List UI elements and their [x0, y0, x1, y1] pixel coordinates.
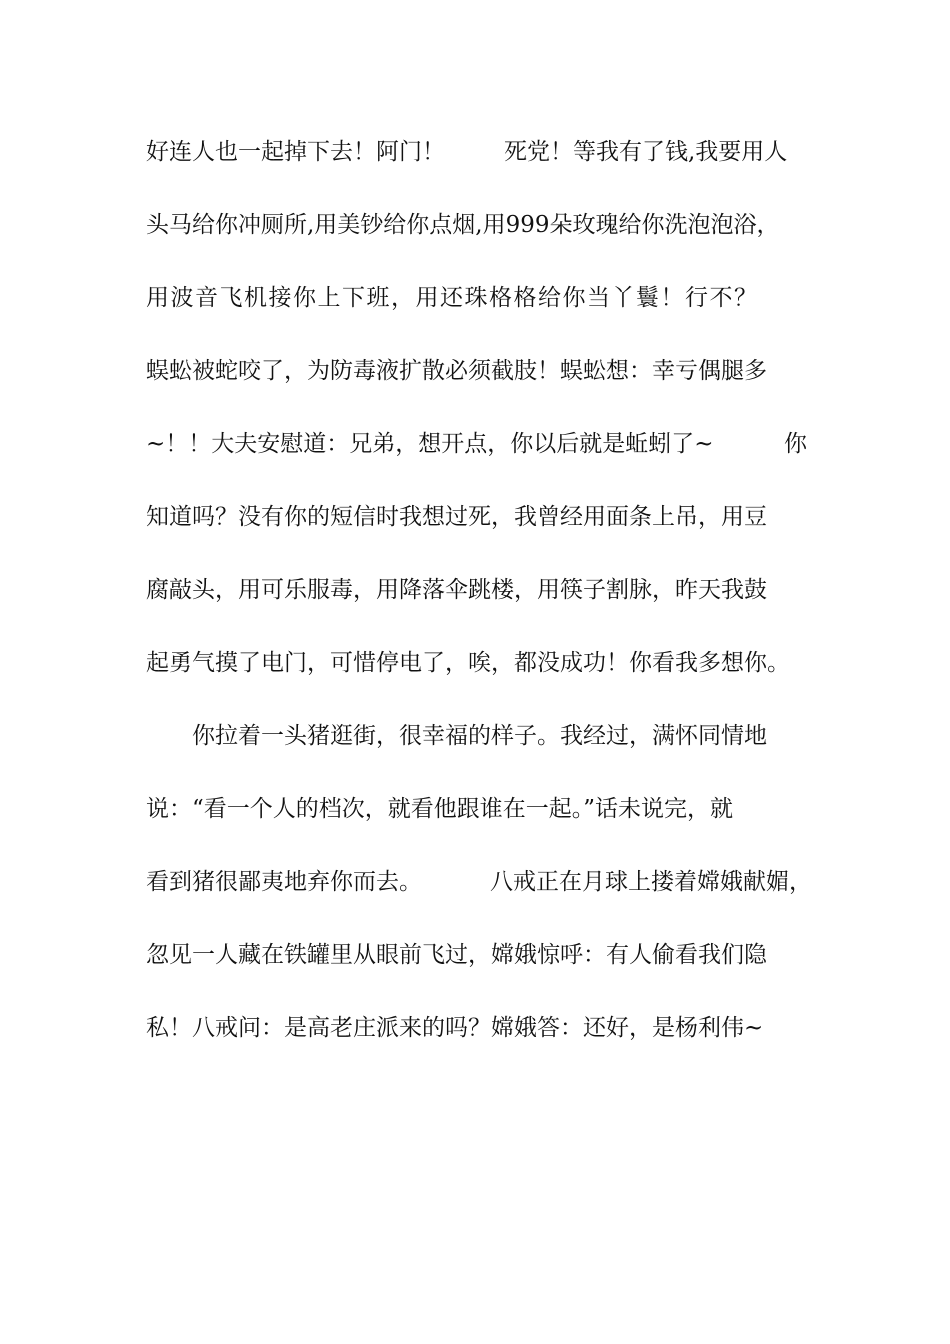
paragraph-text: 腐敲头，用可乐服毒，用降落伞跳楼，用筷子割脉，昨天我鼓 [146, 577, 767, 603]
document-body [0, 122, 950, 1071]
text-line [0, 268, 950, 341]
paragraph-text: 你 [784, 431, 807, 457]
text-line [0, 487, 950, 560]
text-line [0, 341, 950, 414]
paragraph-text: 八戒正在月球上搂着嫦娥献媚， [490, 869, 812, 895]
text-line [0, 195, 950, 268]
paragraph-text: 忽见一人藏在铁罐里从眼前飞过，嫦娥惊呼：有人偷看我们隐 [146, 942, 767, 968]
paragraph-text: 用波音飞机接你上下班，用还珠格格给你当丫鬟！行不？ [146, 285, 759, 311]
text-line [0, 779, 950, 852]
text-line [0, 998, 950, 1071]
paragraph-text: 头马给你冲厕所,用美钞给你点烟,用999朵玫瑰给你洗泡泡浴， [146, 212, 780, 238]
text-line [0, 122, 950, 195]
text-line [0, 414, 950, 487]
paragraph-text: 蜈蚣被蛇咬了，为防毒液扩散必须截肢！蜈蚣想：幸亏偶腿多 [146, 358, 767, 384]
text-line [0, 633, 950, 706]
paragraph-text: 私！八戒问：是高老庄派来的吗？嫦娥答：还好，是杨利伟~ [146, 1015, 764, 1041]
paragraph-text: 好连人也一起掉下去！阿门！ [146, 139, 445, 165]
text-line [0, 925, 950, 998]
paragraph-text: 死党！等我有了钱,我要用人 [504, 139, 788, 165]
paragraph-text: 说：“看一个人的档次，就看他跟谁在一起。”话未说完，就 [146, 796, 734, 822]
paragraph-text: 看到猪很鄙夷地弃你而去。 [146, 869, 422, 895]
text-line [0, 560, 950, 633]
text-line [0, 706, 950, 779]
paragraph-text: 起勇气摸了电门，可惜停电了，唉，都没成功！你看我多想你。 [146, 650, 790, 676]
paragraph-text: 你拉着一头猪逛街，很幸福的样子。我经过，满怀同情地 [192, 723, 767, 749]
text-line [0, 852, 950, 925]
paragraph-text: ~！！大夫安慰道：兄弟，想开点，你以后就是蚯蚓了~ [146, 431, 714, 457]
paragraph-text: 知道吗？没有你的短信时我想过死，我曾经用面条上吊，用豆 [146, 504, 767, 530]
